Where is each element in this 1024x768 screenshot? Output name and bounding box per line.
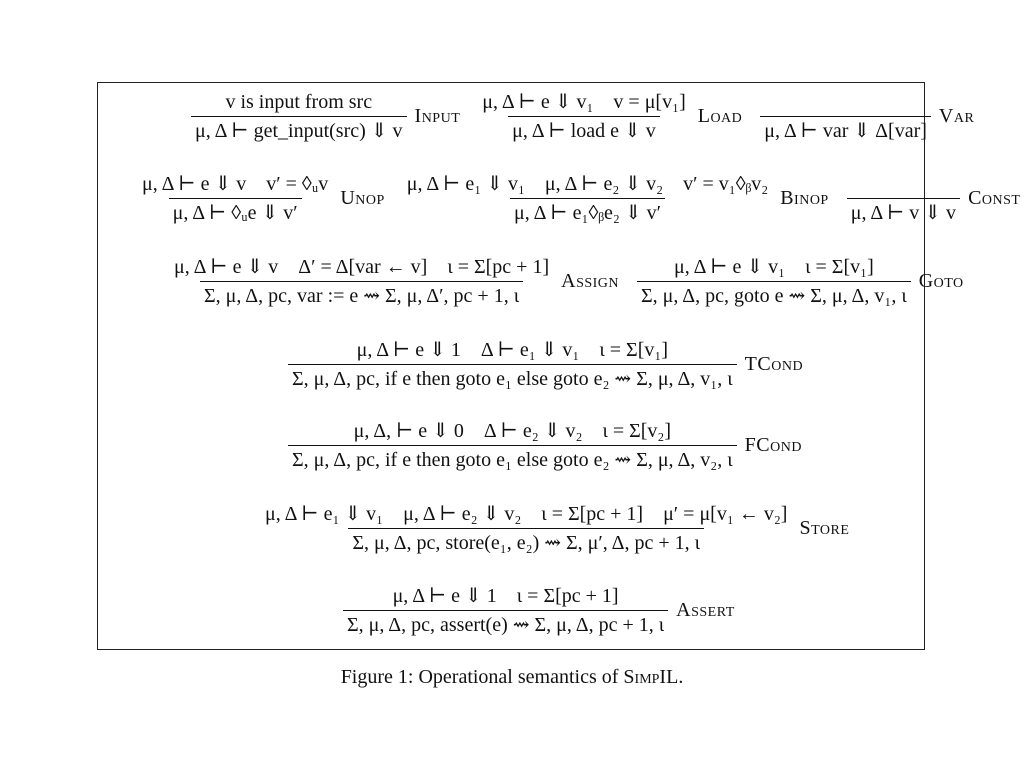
premise: μ, Δ, ⊢ e ⇓ 0 Δ ⊢ e₂ ⇓ v₂ ι = Σ[v₂] (353, 420, 672, 442)
premise: μ, Δ ⊢ e ⇓ 1 ι = Σ[pc + 1] (392, 585, 619, 607)
rule-const (847, 173, 1021, 224)
inference-fraction (343, 585, 668, 636)
conclusion: μ, Δ ⊢ ◊ᵤe ⇓ v′ (169, 198, 302, 224)
conclusion: Σ, μ, Δ, pc, var := e ⇝ Σ, μ, Δ′, pc + 1, ι (200, 281, 523, 307)
rule-unop (138, 173, 385, 224)
premise: μ, Δ ⊢ e ⇓ v₁ ι = Σ[v₁] (673, 256, 874, 278)
conclusion: Σ, μ, Δ, pc, if e then goto e₁ else goto e₂ ⇝ Σ, μ, Δ, v₂, ι (288, 445, 737, 471)
rule-input (191, 91, 460, 142)
rule-tcond (288, 339, 803, 390)
rules-row-2 (138, 173, 1020, 224)
premise: μ, Δ ⊢ e ⇓ v v′ = ◊ᵤv (142, 173, 329, 195)
conclusion: Σ, μ, Δ, pc, assert(e) ⇝ Σ, μ, Δ, pc + 1, ι (343, 610, 668, 636)
conclusion: μ, Δ ⊢ v ⇓ v (847, 198, 960, 224)
inference-fraction (637, 256, 911, 307)
premise: μ, Δ ⊢ e₁ ⇓ v₁ μ, Δ ⊢ e₂ ⇓ v₂ ι = Σ[pc + 1] μ′ = μ[v₁ ← v₂] (265, 503, 788, 525)
premise: μ, Δ ⊢ e ⇓ 1 Δ ⊢ e₁ ⇓ v₁ ι = Σ[v₁] (356, 339, 668, 361)
premise: v is input from src (225, 91, 373, 113)
inference-fraction (403, 173, 772, 224)
rules-row-6 (261, 503, 849, 554)
rules-row-3 (170, 256, 964, 307)
rule-load (478, 91, 742, 142)
premise (842, 91, 850, 116)
rule-name: TCond (744, 353, 804, 375)
rule-assert (343, 585, 735, 636)
inference-fraction (191, 91, 407, 142)
rule-name: Load (697, 105, 743, 127)
rule-goto (637, 256, 964, 307)
inference-fraction (847, 173, 960, 224)
inference-fraction (760, 91, 931, 142)
rule-name: FCond (744, 434, 802, 456)
rule-name: Var (938, 105, 975, 127)
premise: μ, Δ ⊢ e ⇓ v Δ′ = Δ[var ← v] ι = Σ[pc + 1] (174, 256, 550, 278)
conclusion: Σ, μ, Δ, pc, store(e₁, e₂) ⇝ Σ, μ′, Δ, pc + 1, ι (348, 528, 704, 554)
rule-name: Assign (561, 270, 620, 292)
rules-row-7 (343, 585, 735, 636)
rule-name: Const (968, 187, 1021, 209)
rule-name: Assert (676, 599, 735, 621)
conclusion: Σ, μ, Δ, pc, goto e ⇝ Σ, μ, Δ, v₁, ι (637, 281, 911, 307)
rule-assign (170, 256, 619, 307)
conclusion: μ, Δ ⊢ var ⇓ Δ[var] (760, 116, 931, 142)
conclusion: μ, Δ ⊢ e₁◊ᵦe₂ ⇓ v′ (510, 198, 665, 224)
rule-var (760, 91, 974, 142)
premise: μ, Δ ⊢ e ⇓ v₁ v = μ[v₁] (482, 91, 686, 113)
rule-name: Goto (918, 270, 964, 292)
premise (899, 173, 907, 198)
rule-binop (403, 173, 829, 224)
inference-fraction (261, 503, 791, 554)
rule-name: Unop (340, 187, 385, 209)
rule-name: Binop (780, 187, 829, 209)
inference-fraction (288, 339, 737, 390)
rules-row-4 (288, 339, 803, 390)
conclusion: μ, Δ ⊢ load e ⇓ v (508, 116, 660, 142)
rule-name: Store (799, 517, 850, 539)
rules-row-1 (191, 91, 974, 142)
inference-fraction (138, 173, 332, 224)
rule-fcond (288, 420, 802, 471)
caption-prefix: Figure 1: Operational semantics of (340, 666, 624, 688)
conclusion: Σ, μ, Δ, pc, if e then goto e₁ else goto e₂ ⇝ Σ, μ, Δ, v₁, ι (288, 364, 737, 390)
conclusion: μ, Δ ⊢ get_input(src) ⇓ v (191, 116, 407, 142)
inference-fraction (478, 91, 689, 142)
inference-fraction (288, 420, 737, 471)
inference-fraction (170, 256, 553, 307)
figure-caption (0, 666, 1024, 689)
caption-suffix: . (678, 666, 684, 688)
rule-name: Input (414, 105, 461, 127)
caption-system-name: SimpIL (623, 666, 679, 688)
figure-frame (97, 82, 1021, 650)
premise: μ, Δ ⊢ e₁ ⇓ v₁ μ, Δ ⊢ e₂ ⇓ v₂ v′ = v₁◊ᵦv₂ (406, 173, 769, 195)
rules-row-5 (288, 420, 802, 471)
rule-store (261, 503, 849, 554)
